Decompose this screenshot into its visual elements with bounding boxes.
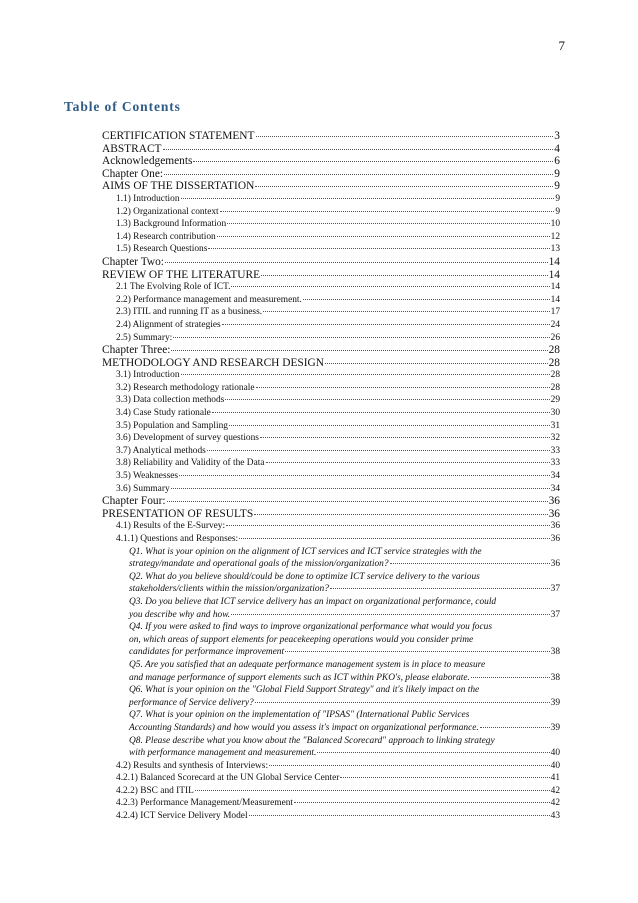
dot-leader xyxy=(330,588,550,589)
toc-entry-label: 3.4) Case Study rationale xyxy=(116,408,211,419)
toc-entry-page: 34 xyxy=(550,483,560,494)
toc-entry-page: 9 xyxy=(555,206,560,217)
dot-leader xyxy=(226,525,550,526)
dot-leader xyxy=(207,450,550,451)
toc-entry-label: stakeholders/clients within the mission/organization? xyxy=(129,584,329,595)
toc-entry[interactable] xyxy=(102,357,560,370)
toc-entry[interactable] xyxy=(102,520,560,533)
toc-entry-page: 38 xyxy=(550,647,560,658)
dot-leader xyxy=(254,514,547,515)
dot-leader xyxy=(256,136,554,137)
toc-entry-label: METHODOLOGY AND RESEARCH DESIGN xyxy=(102,356,325,369)
dot-leader xyxy=(193,161,553,162)
toc-entry-label: performance of Service delivery? xyxy=(129,697,254,708)
toc-entry-page: 36 xyxy=(548,495,560,508)
toc-entry-page: 28 xyxy=(548,356,560,369)
toc-entry-page: 36 xyxy=(550,521,560,532)
dot-leader xyxy=(217,236,550,237)
toc-entry-label: strategy/mandate and operational goals of the mission/organization? xyxy=(129,559,389,570)
toc-entry[interactable] xyxy=(102,256,560,269)
toc-entry[interactable] xyxy=(102,407,560,420)
toc-entry-label: 1.3) Background Information xyxy=(116,219,227,230)
toc-entry[interactable] xyxy=(102,319,560,332)
page-number: 7 xyxy=(558,38,565,53)
toc-entry-page: 17 xyxy=(550,307,560,318)
dot-leader xyxy=(181,198,555,199)
dot-leader xyxy=(266,462,550,463)
dot-leader xyxy=(173,337,549,338)
dot-leader xyxy=(208,248,549,249)
toc-entry[interactable] xyxy=(102,621,560,659)
toc-entry-label: 4.2.1) Balanced Scorecard at the UN Global Service Center xyxy=(116,773,340,784)
dot-leader xyxy=(164,174,553,175)
toc-entry[interactable] xyxy=(102,810,560,823)
toc-entry-page: 28 xyxy=(548,344,560,357)
toc-entry-label: candidates for performance improvement xyxy=(129,647,285,658)
toc-entry[interactable] xyxy=(102,155,560,168)
toc-entry[interactable] xyxy=(102,495,560,508)
toc-entry-label: 3.2) Research methodology rationale xyxy=(116,382,255,393)
dot-leader xyxy=(163,149,554,150)
toc-entry-label: Q2. What do you believe should/could be done to optimize ICT service delivery to the various xyxy=(129,571,480,582)
dot-leader xyxy=(325,363,548,364)
toc-entry-page: 24 xyxy=(550,319,560,330)
toc-entry-label: with performance management and measurement. xyxy=(129,748,317,759)
toc-entry[interactable] xyxy=(102,332,560,345)
toc-entry[interactable] xyxy=(102,659,560,684)
toc-entry[interactable] xyxy=(102,432,560,445)
toc-entry-label: Q4. If you were asked to find ways to improve organizational performance what would you focus xyxy=(129,622,492,633)
dot-leader xyxy=(255,702,550,703)
toc-entry[interactable] xyxy=(102,508,560,521)
toc-entry-label: 2.2) Performance management and measurement. xyxy=(116,294,302,305)
dot-leader xyxy=(220,211,555,212)
toc-entry-page: 28 xyxy=(550,382,560,393)
toc-entry[interactable] xyxy=(102,470,560,483)
toc-entry[interactable] xyxy=(102,269,560,282)
toc-entry-label: Accounting Standards) and how would you assess it's impact on organizational performance. xyxy=(129,722,479,733)
dot-leader xyxy=(480,727,550,728)
toc-entry-page: 36 xyxy=(550,534,560,544)
toc-entry-label: 2.5) Summary: xyxy=(116,332,173,343)
toc-entry[interactable] xyxy=(102,143,560,156)
dot-leader xyxy=(231,614,550,615)
toc-entry[interactable] xyxy=(102,243,560,256)
toc-entry-page: 43 xyxy=(550,811,560,822)
toc-entry-label: Acknowledgements xyxy=(102,155,193,168)
toc-entry[interactable] xyxy=(102,546,560,571)
toc-entry[interactable] xyxy=(102,571,560,596)
toc-entry-page: 10 xyxy=(550,219,560,230)
dot-leader xyxy=(303,299,550,300)
toc-entry-label: 4.2) Results and synthesis of Interviews: xyxy=(116,760,269,771)
toc-entry-label: 3.5) Population and Sampling xyxy=(116,420,228,431)
toc-entry-label: Q5. Are you satisfied that an adequate performance management system is in place to measure xyxy=(129,659,486,670)
toc-entry[interactable] xyxy=(102,206,560,219)
toc-entry[interactable] xyxy=(102,735,560,760)
toc-entry-label: Q3. Do you believe that ICT service delivery has an impact on organizational performance, could xyxy=(129,596,497,607)
dot-leader xyxy=(165,262,548,263)
toc-entry-label: Chapter One: xyxy=(102,167,164,180)
dot-leader xyxy=(171,350,547,351)
toc-entry-page: 28 xyxy=(550,370,560,381)
dot-leader xyxy=(285,651,550,652)
toc-entry[interactable] xyxy=(102,180,560,193)
toc-entry[interactable] xyxy=(102,344,560,357)
toc-entry[interactable] xyxy=(102,394,560,407)
dot-leader xyxy=(261,275,548,276)
toc-entry-label: Chapter Two: xyxy=(102,255,164,268)
dot-leader xyxy=(340,777,549,778)
toc-entry-page: 42 xyxy=(550,785,560,796)
toc-entry-label: on, which areas of support elements for peacekeeping operations would you consider prime xyxy=(129,634,474,645)
toc-entry-page: 33 xyxy=(550,458,560,469)
toc-entry-page: 14 xyxy=(550,282,560,293)
dot-leader xyxy=(181,374,550,375)
toc-entry-page: 41 xyxy=(550,773,560,784)
dot-leader xyxy=(263,311,550,312)
toc-entry-label: 3.5) Weaknesses xyxy=(116,471,179,482)
toc-entry-page: 26 xyxy=(550,332,560,343)
toc-entry-label: Chapter Four: xyxy=(102,495,166,508)
toc-entry-page: 9 xyxy=(554,180,560,193)
toc-entry-page: 39 xyxy=(550,697,560,708)
dot-leader xyxy=(239,538,549,539)
dot-leader xyxy=(225,399,549,400)
toc-entry-label: 3.6) Development of survey questions xyxy=(116,433,259,444)
dot-leader xyxy=(227,223,549,224)
dot-leader xyxy=(317,752,549,753)
toc-entry[interactable] xyxy=(102,445,560,458)
dot-leader xyxy=(179,475,550,476)
toc-entry-page: 39 xyxy=(550,722,560,733)
toc-entry[interactable] xyxy=(102,294,560,307)
toc-entry-page: 38 xyxy=(550,672,560,683)
toc-entry-label: Q1. What is your opinion on the alignment of ICT services and ICT service strategies with the xyxy=(129,546,482,557)
toc-entry[interactable] xyxy=(102,457,560,470)
toc-entry-label: Q6. What is your opinion on the "Global Field Support Strategy" and it's likely impact on the xyxy=(129,685,480,696)
toc-list xyxy=(102,130,560,823)
toc-entry-page: 9 xyxy=(555,193,560,204)
dot-leader xyxy=(471,677,550,678)
toc-entry-label: ABSTRACT xyxy=(102,142,162,155)
toc-entry[interactable] xyxy=(102,684,560,709)
toc-entry-page: 36 xyxy=(550,559,560,570)
toc-entry-label: 1.5) Research Questions xyxy=(116,244,208,255)
toc-entry-page: 29 xyxy=(550,395,560,406)
toc-entry-label: 4.1) Results of the E-Survey: xyxy=(116,521,226,532)
toc-entry-label: 4.2.3) Performance Management/Measurement xyxy=(116,798,294,809)
toc-entry[interactable] xyxy=(102,483,560,496)
toc-entry[interactable] xyxy=(102,797,560,810)
toc-entry-page: 42 xyxy=(550,798,560,809)
toc-entry-label: 4.2.4) ICT Service Delivery Model xyxy=(116,811,248,822)
toc-entry-label: 2.4) Alignment of strategies xyxy=(116,319,221,330)
toc-entry[interactable] xyxy=(102,533,560,546)
dot-leader xyxy=(171,488,550,489)
dot-leader xyxy=(231,286,549,287)
toc-entry-label: 2.3) ITIL and running IT as a business. xyxy=(116,307,263,318)
toc-entry-label: Q7. What is your opinion on the implementation of "IPSAS" (International Public Services xyxy=(129,710,470,721)
toc-entry-page: 31 xyxy=(550,420,560,431)
dot-leader xyxy=(269,765,550,766)
toc-entry-page: 6 xyxy=(554,155,560,168)
toc-entry[interactable] xyxy=(102,231,560,244)
toc-entry-page: 40 xyxy=(550,748,560,759)
dot-leader xyxy=(212,412,550,413)
toc-entry-page: 37 xyxy=(550,609,560,620)
toc-entry-label: and manage performance of support elements such as ICT within PKO's, please elaborate. xyxy=(129,672,470,683)
toc-entry[interactable] xyxy=(102,281,560,294)
dot-leader xyxy=(167,501,548,502)
toc-entry-label: CERTIFICATION STATEMENT xyxy=(102,130,255,142)
toc-entry-label: you describe why and how. xyxy=(129,609,231,620)
toc-entry-label: 1.2) Organizational context xyxy=(116,206,219,217)
toc-entry-page: 14 xyxy=(550,294,560,305)
toc-entry-page: 32 xyxy=(550,433,560,444)
toc-entry-label: 1.1) Introduction xyxy=(116,193,180,204)
toc-entry[interactable] xyxy=(102,772,560,785)
toc-entry-page: 4 xyxy=(554,142,560,155)
dot-leader xyxy=(260,437,550,438)
toc-entry[interactable] xyxy=(102,369,560,382)
toc-entry-label: 3.8) Reliability and Validity of the Data xyxy=(116,458,265,469)
toc-entry-label: AIMS OF THE DISSERTATION xyxy=(102,180,255,193)
dot-leader xyxy=(255,186,553,187)
toc-entry[interactable] xyxy=(102,709,560,734)
toc-entry[interactable] xyxy=(102,785,560,798)
dot-leader xyxy=(229,425,550,426)
toc-entry-page: 9 xyxy=(554,167,560,180)
toc-entry-label: PRESENTATION OF RESULTS xyxy=(102,507,254,520)
toc-entry-label: 3.3) Data collection methods xyxy=(116,395,225,406)
toc-entry-page: 12 xyxy=(550,231,560,242)
toc-entry[interactable] xyxy=(102,382,560,395)
toc-entry-page: 14 xyxy=(548,268,560,281)
toc-entry-label: REVIEW OF THE LITERATURE xyxy=(102,268,261,281)
toc-entry-page: 30 xyxy=(550,408,560,419)
toc-entry-page: 14 xyxy=(548,255,560,268)
toc-entry[interactable] xyxy=(102,130,560,143)
toc-entry[interactable] xyxy=(102,306,560,319)
toc-title: Table of Contents xyxy=(64,99,181,114)
toc-entry-label: 2.1 The Evolving Role of ICT. xyxy=(116,282,231,293)
toc-entry[interactable] xyxy=(102,596,560,621)
toc-entry-page: 34 xyxy=(550,471,560,482)
dot-leader xyxy=(222,324,550,325)
dot-leader xyxy=(390,563,550,564)
toc-entry[interactable] xyxy=(102,420,560,433)
toc-entry-page: 36 xyxy=(548,507,560,520)
dot-leader xyxy=(256,387,550,388)
toc-entry-label: 4.1.1) Questions and Responses: xyxy=(116,534,239,544)
dot-leader xyxy=(249,815,550,816)
toc-entry[interactable] xyxy=(102,193,560,206)
toc-entry-page: 3 xyxy=(554,130,560,142)
toc-entry-page: 37 xyxy=(550,584,560,595)
dot-leader xyxy=(195,790,550,791)
toc-entry-label: 1.4) Research contribution xyxy=(116,231,216,242)
toc-entry[interactable] xyxy=(102,218,560,231)
toc-entry-label: Chapter Three: xyxy=(102,344,171,357)
toc-entry-label: 3.6) Summary xyxy=(116,483,170,494)
dot-leader xyxy=(294,802,550,803)
toc-entry-page: 13 xyxy=(550,244,560,255)
toc-entry-page: 33 xyxy=(550,445,560,456)
toc-entry[interactable] xyxy=(102,168,560,181)
toc-entry-label: 3.1) Introduction xyxy=(116,370,180,381)
toc-entry[interactable] xyxy=(102,760,560,773)
toc-entry-page: 40 xyxy=(550,760,560,771)
toc-entry-label: Q8. Please describe what you know about the "Balanced Scorecard" approach to linking strategy xyxy=(129,735,495,746)
toc-entry-label: 4.2.2) BSC and ITIL xyxy=(116,785,194,796)
toc-entry-label: 3.7) Analytical methods xyxy=(116,445,206,456)
